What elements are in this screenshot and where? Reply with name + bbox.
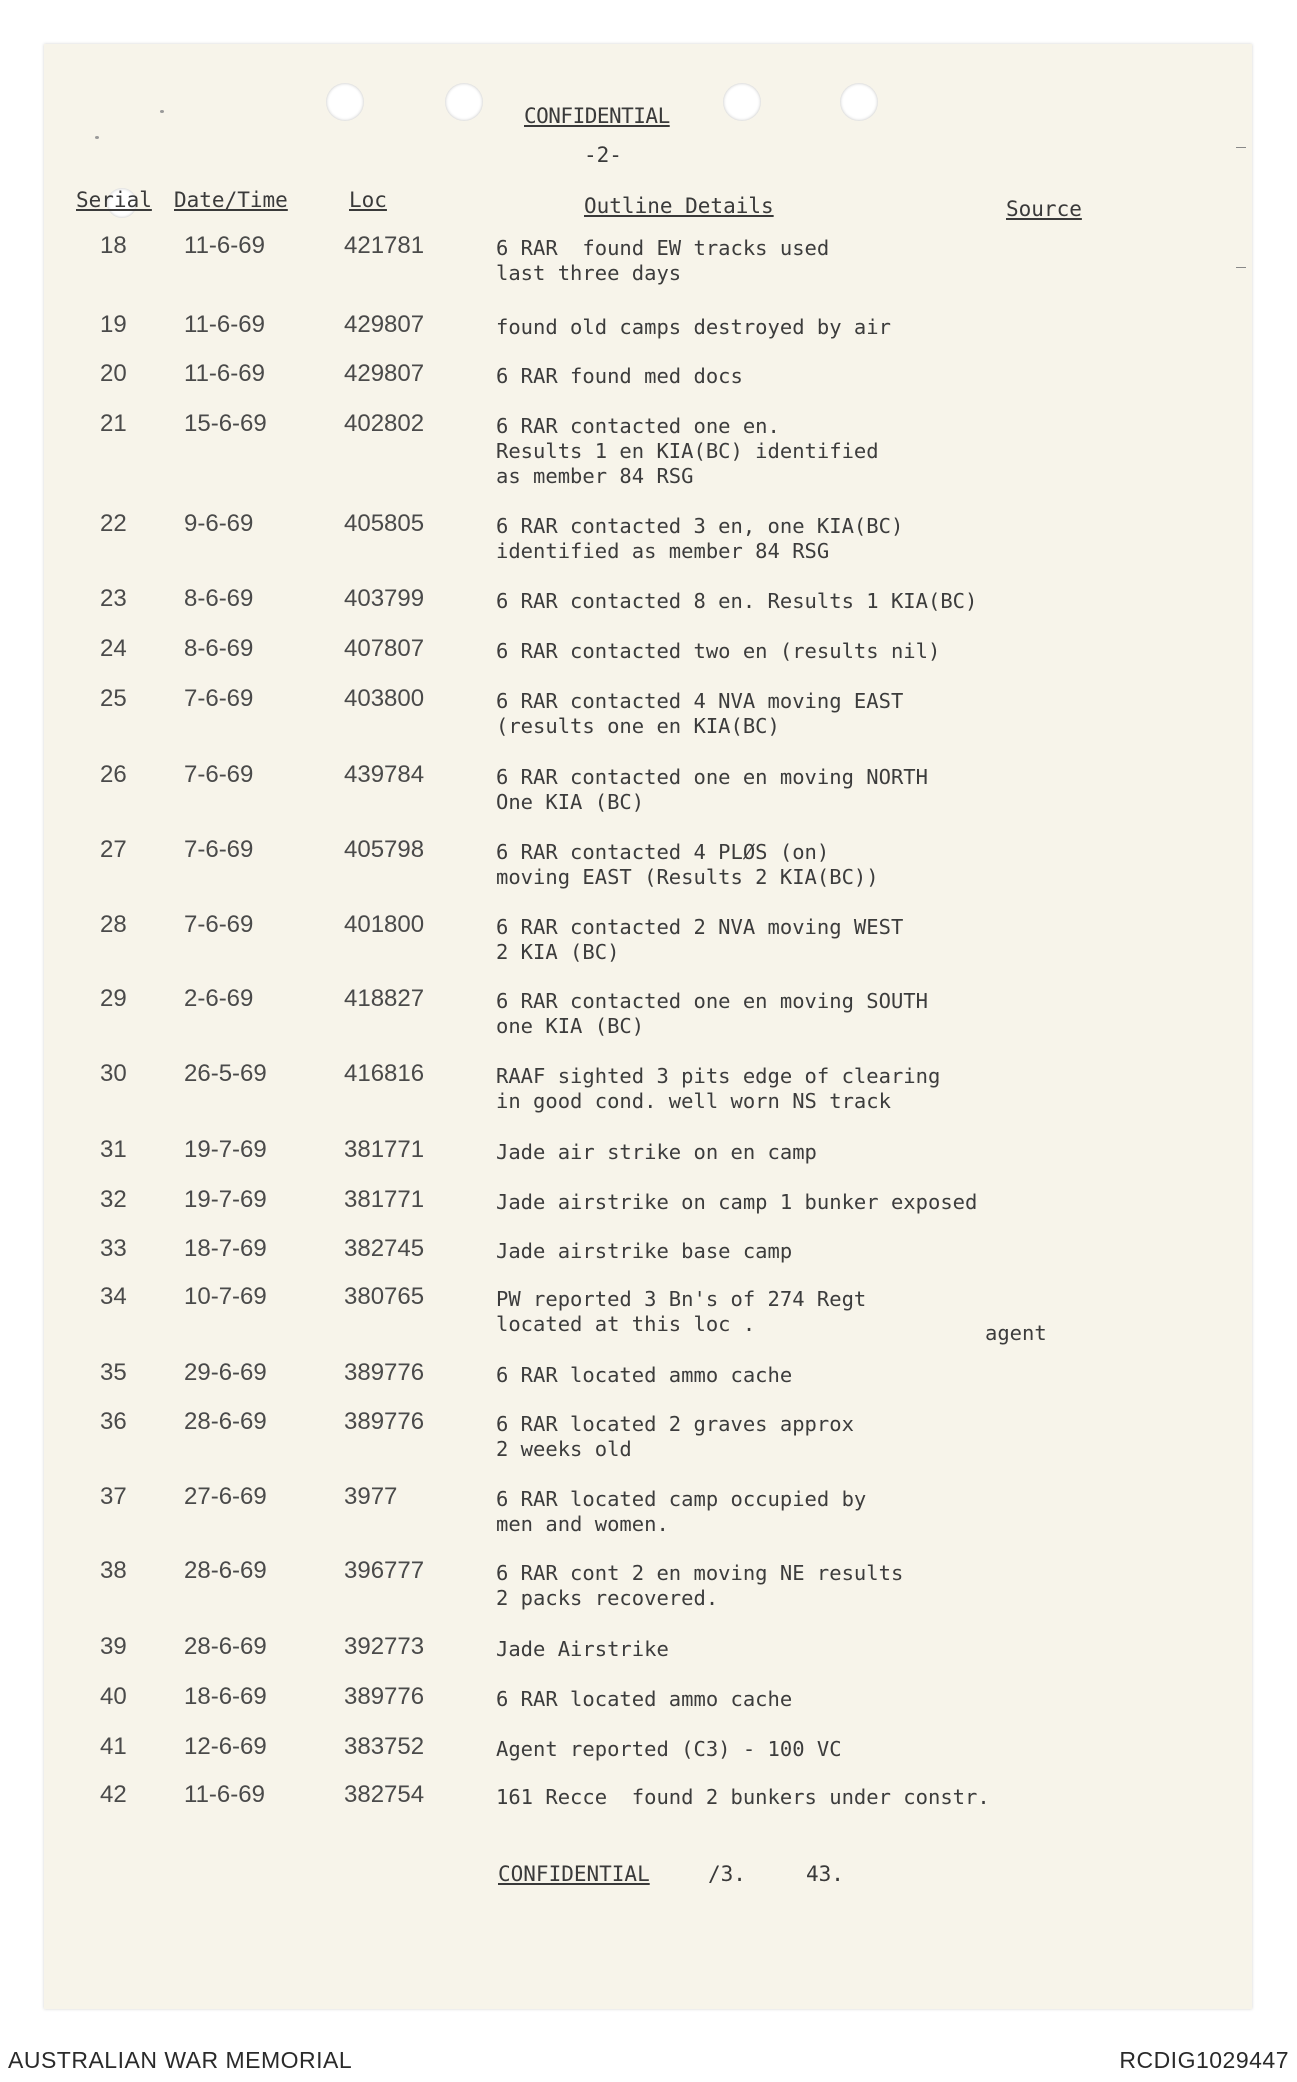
loc-cell: 403800: [344, 685, 425, 712]
loc-cell: 381771: [344, 1186, 425, 1213]
loc-cell: 389776: [344, 1359, 425, 1386]
details-cell: 6 RAR located camp occupied by men and women.: [496, 1487, 867, 1536]
paper-mark: [1236, 147, 1246, 148]
date-cell: 28-6-69: [184, 1633, 267, 1660]
serial-cell: 25: [100, 685, 127, 712]
date-cell: 28-6-69: [184, 1557, 267, 1584]
date-cell: 11-6-69: [184, 1781, 265, 1808]
serial-cell: 27: [100, 836, 127, 863]
next-serial: 43.: [806, 1862, 844, 1886]
loc-cell: 405805: [344, 510, 425, 537]
serial-cell: 35: [100, 1359, 127, 1386]
serial-cell: 29: [100, 985, 127, 1012]
loc-cell: 402802: [344, 410, 425, 437]
table-row: [0, 836, 1297, 896]
serial-cell: 30: [100, 1060, 127, 1087]
details-cell: 6 RAR found EW tracks used last three days: [496, 236, 830, 285]
details-cell: 6 RAR located ammo cache: [496, 1363, 793, 1387]
details-cell: 6 RAR contacted one en. Results 1 en KIA(BC) identified as member 84 RSG: [496, 414, 879, 488]
table-row: [0, 985, 1297, 1045]
date-cell: 18-7-69: [184, 1235, 267, 1262]
date-cell: 12-6-69: [184, 1733, 267, 1760]
serial-cell: 22: [100, 510, 127, 537]
date-cell: 18-6-69: [184, 1683, 267, 1710]
continuation-marker: /3.: [708, 1862, 746, 1886]
serial-cell: 19: [100, 311, 127, 338]
date-cell: 11-6-69: [184, 360, 265, 387]
serial-cell: 28: [100, 911, 127, 938]
details-cell: PW reported 3 Bn's of 274 Regt located at this loc .: [496, 1287, 867, 1336]
details-cell: 161 Recce found 2 bunkers under constr.: [496, 1785, 990, 1809]
details-cell: found old camps destroyed by air: [496, 315, 891, 339]
date-cell: 19-7-69: [184, 1186, 267, 1213]
serial-cell: 39: [100, 1633, 127, 1660]
loc-cell: 382745: [344, 1235, 425, 1262]
details-cell: 6 RAR contacted 4 PLØS (on) moving EAST (Results 2 KIA(BC)): [496, 840, 879, 889]
loc-cell: 429807: [344, 311, 425, 338]
loc-cell: 389776: [344, 1408, 425, 1435]
loc-cell: 389776: [344, 1683, 425, 1710]
serial-cell: 18: [100, 232, 127, 259]
details-cell: 6 RAR cont 2 en moving NE results 2 packs recovered.: [496, 1561, 904, 1610]
punch-hole: [326, 83, 364, 121]
details-cell: 6 RAR contacted 2 NVA moving WEST 2 KIA (BC): [496, 915, 904, 964]
archive-id: RCDIG1029447: [1119, 2047, 1289, 2073]
date-cell: 10-7-69: [184, 1283, 267, 1310]
details-cell: RAAF sighted 3 pits edge of clearing in good cond. well worn NS track: [496, 1064, 941, 1113]
date-cell: 7-6-69: [184, 911, 254, 938]
table-row: [0, 232, 1297, 292]
loc-cell: 407807: [344, 635, 425, 662]
details-cell: 6 RAR located 2 graves approx 2 weeks old: [496, 1412, 854, 1461]
details-cell: Jade airstrike base camp: [496, 1239, 793, 1263]
loc-cell: 401800: [344, 911, 425, 938]
table-row: [0, 685, 1297, 745]
details-cell: 6 RAR found med docs: [496, 364, 743, 388]
details-cell: 6 RAR contacted 8 en. Results 1 KIA(BC): [496, 589, 978, 613]
date-cell: 11-6-69: [184, 311, 265, 338]
serial-cell: 33: [100, 1235, 127, 1262]
details-cell: 6 RAR contacted one en moving SOUTH one KIA (BC): [496, 989, 928, 1038]
loc-cell: 429807: [344, 360, 425, 387]
loc-cell: 392773: [344, 1633, 425, 1660]
column-header-date-time: Date/Time: [174, 188, 288, 212]
archive-caption: AUSTRALIAN WAR MEMORIAL: [8, 2047, 353, 2073]
date-cell: 2-6-69: [184, 985, 254, 1012]
date-cell: 8-6-69: [184, 585, 254, 612]
table-row: [0, 510, 1297, 570]
column-header-loc: Loc: [349, 188, 387, 212]
loc-cell: 418827: [344, 985, 425, 1012]
details-cell: Jade airstrike on camp 1 bunker exposed: [496, 1190, 978, 1214]
page-number: -2-: [584, 143, 622, 167]
details-cell: 6 RAR contacted two en (results nil): [496, 639, 941, 663]
punch-hole: [445, 83, 483, 121]
details-cell: 6 RAR contacted 3 en, one KIA(BC) identified as member 84 RSG: [496, 514, 904, 563]
date-cell: 7-6-69: [184, 761, 254, 788]
details-cell: 6 RAR contacted one en moving NORTH One KIA (BC): [496, 765, 928, 814]
table-row: [0, 1408, 1297, 1468]
date-cell: 7-6-69: [184, 685, 254, 712]
serial-cell: 34: [100, 1283, 127, 1310]
table-row: [0, 761, 1297, 821]
punch-hole: [723, 83, 761, 121]
date-cell: 8-6-69: [184, 635, 254, 662]
table-row: [0, 1483, 1297, 1543]
loc-cell: 403799: [344, 585, 425, 612]
loc-cell: 396777: [344, 1557, 425, 1584]
serial-cell: 41: [100, 1733, 127, 1760]
date-cell: 7-6-69: [184, 836, 254, 863]
date-cell: 27-6-69: [184, 1483, 267, 1510]
serial-cell: 26: [100, 761, 127, 788]
paper-speck: [160, 110, 164, 113]
details-cell: 6 RAR contacted 4 NVA moving EAST (results one en KIA(BC): [496, 689, 904, 738]
date-cell: 11-6-69: [184, 232, 265, 259]
table-row: [0, 911, 1297, 971]
column-header-outline-details: Outline Details: [584, 194, 774, 218]
serial-cell: 20: [100, 360, 127, 387]
serial-cell: 24: [100, 635, 127, 662]
date-cell: 28-6-69: [184, 1408, 267, 1435]
loc-cell: 439784: [344, 761, 425, 788]
table-row: [0, 1557, 1297, 1617]
loc-cell: 405798: [344, 836, 425, 863]
date-cell: 9-6-69: [184, 510, 254, 537]
serial-cell: 40: [100, 1683, 127, 1710]
date-cell: 19-7-69: [184, 1136, 267, 1163]
loc-cell: 380765: [344, 1283, 425, 1310]
loc-cell: 381771: [344, 1136, 425, 1163]
column-header-serial: Serial: [76, 188, 152, 212]
loc-cell: 3977: [344, 1483, 398, 1510]
table-row: [0, 1060, 1297, 1120]
classification-header: CONFIDENTIAL: [524, 104, 670, 128]
serial-cell: 23: [100, 585, 127, 612]
serial-cell: 38: [100, 1557, 127, 1584]
serial-cell: 36: [100, 1408, 127, 1435]
loc-cell: 421781: [344, 232, 425, 259]
table-row: [0, 1781, 1297, 1841]
details-cell: Jade air strike on en camp: [496, 1140, 817, 1164]
paper-speck: [95, 136, 99, 139]
punch-hole: [840, 83, 878, 121]
loc-cell: 416816: [344, 1060, 425, 1087]
serial-cell: 42: [100, 1781, 127, 1808]
date-cell: 26-5-69: [184, 1060, 267, 1087]
loc-cell: 383752: [344, 1733, 425, 1760]
column-header-source: Source: [1006, 197, 1082, 221]
source-cell: agent: [985, 1321, 1047, 1345]
serial-cell: 37: [100, 1483, 127, 1510]
table-row: [0, 410, 1297, 488]
loc-cell: 382754: [344, 1781, 425, 1808]
serial-cell: 31: [100, 1136, 127, 1163]
serial-cell: 32: [100, 1186, 127, 1213]
date-cell: 29-6-69: [184, 1359, 267, 1386]
details-cell: Agent reported (C3) - 100 VC: [496, 1737, 842, 1761]
details-cell: Jade Airstrike: [496, 1637, 669, 1661]
table-row: [0, 1283, 1297, 1343]
date-cell: 15-6-69: [184, 410, 267, 437]
classification-footer: CONFIDENTIAL: [498, 1862, 650, 1886]
details-cell: 6 RAR located ammo cache: [496, 1687, 793, 1711]
serial-cell: 21: [100, 410, 127, 437]
